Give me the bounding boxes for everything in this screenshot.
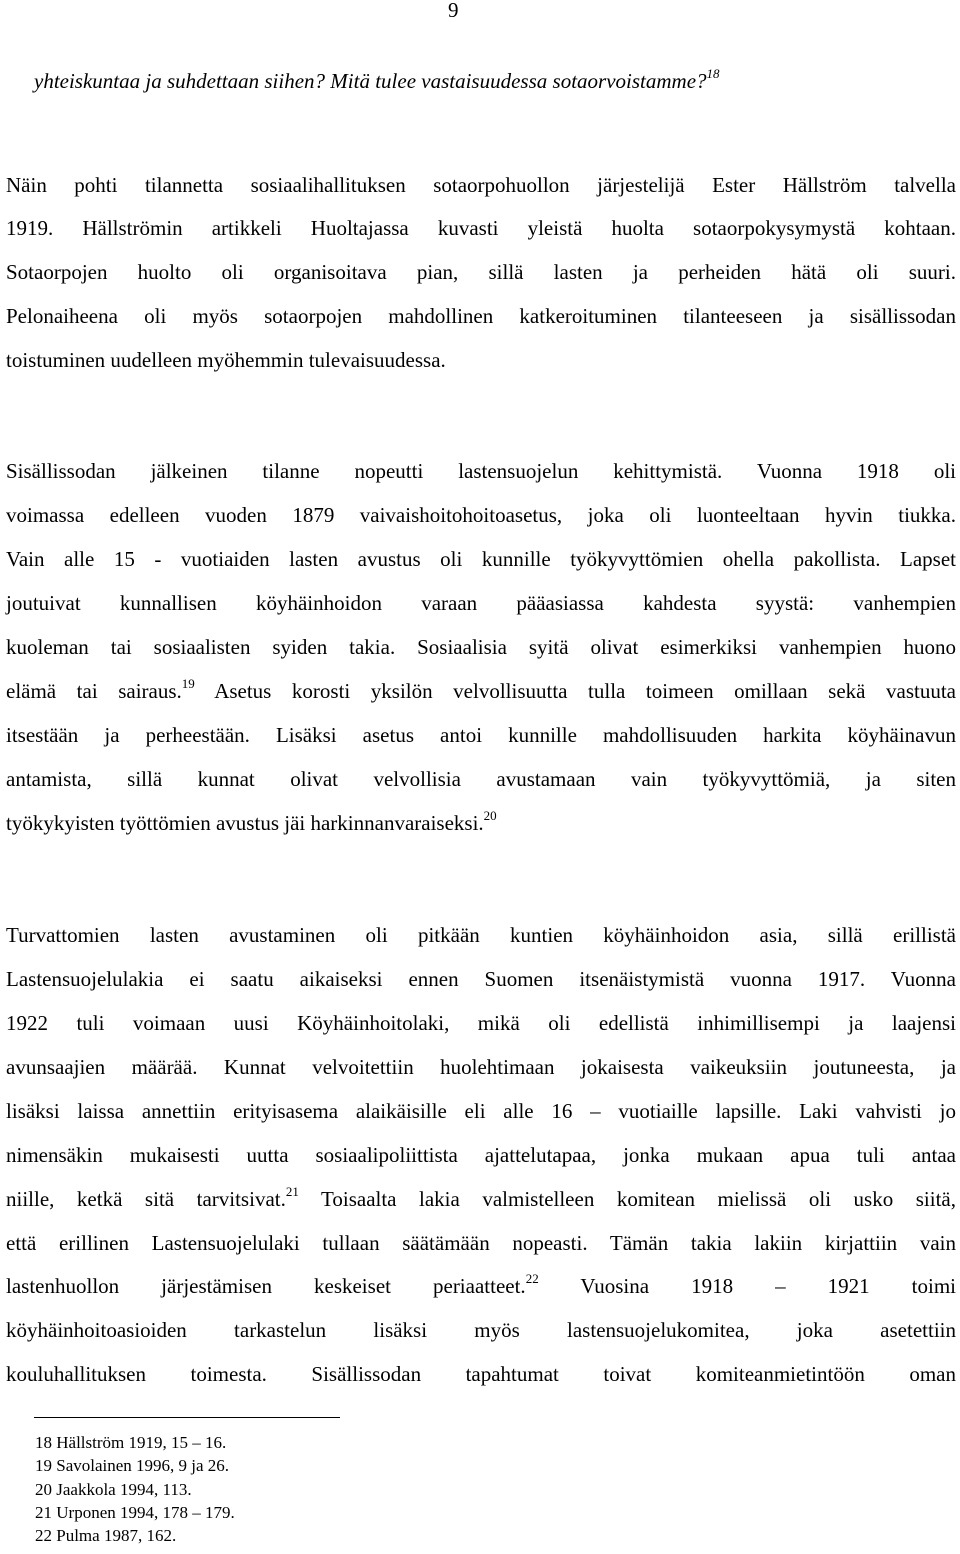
- footnote-22: 22 Pulma 1987, 162.: [35, 1526, 177, 1545]
- page-number: 9: [448, 0, 459, 22]
- p3-line-9: [6, 1273, 956, 1302]
- p1-line-5: toistuminen uudelleen myöhemmin tulevaisuudessa.: [6, 348, 446, 372]
- p1-line-2: 1919. Hällströmin artikkeli Huoltajassa kuvasti yleistä huolta sotaorpokysymystä kohtaan.: [6, 216, 956, 240]
- footnote-ref-19: 19: [181, 676, 195, 691]
- p2-line-3: Vain alle 15 - vuotiaiden lasten avustus oli kunnille työkyvyttömien ohella pakollista. Lapset: [6, 547, 956, 571]
- footnote-separator: [34, 1417, 340, 1418]
- p3-line-10: köyhäinhoitoasioiden tarkastelun lisäksi myös lastensuojelukomitea, joka asetettiin: [6, 1318, 956, 1342]
- footnote-21: 21 Urponen 1994, 178 – 179.: [35, 1503, 235, 1522]
- p2-line-5: kuoleman tai sosiaalisten syiden takia. Sosiaalisia syitä olivat esimerkiksi vanhempien huono: [6, 635, 956, 659]
- p1-line-4: Pelonaiheena oli myös sotaorpojen mahdollinen katkeroituminen tilanteeseen ja sisällissodan: [6, 304, 956, 328]
- p2-line-2: voimassa edelleen vuoden 1879 vaivaishoitohoitoasetus, joka oli luonteeltaan hyvin tiukka.: [6, 503, 956, 527]
- p2-line-9: [6, 810, 956, 839]
- p2-line-6-a: elämä tai sairaus.: [6, 679, 182, 703]
- p3-line-4: avunsaajien määrää. Kunnat velvoitettiin huolehtimaan jokaisesta vaikeuksiin joutuneesta, ja: [6, 1055, 956, 1079]
- p2-line-6: [6, 678, 956, 707]
- p2-line-6-b: Asetus korosti yksilön velvollisuutta tulla toimeen omillaan sekä vastuuta: [194, 679, 957, 703]
- p2-line-7: itsestään ja perheestään. Lisäksi asetus antoi kunnille mahdollisuuden harkita köyhäinavun: [6, 723, 956, 747]
- footnote-18: 18 Hällström 1919, 15 – 16.: [35, 1433, 227, 1452]
- p3-line-9-a: lastenhuollon järjestämisen keskeiset periaatteet.: [6, 1274, 526, 1298]
- intro-quote: [34, 68, 914, 97]
- footnote-ref-20: 20: [483, 808, 497, 823]
- p2-line-1: Sisällissodan jälkeinen tilanne nopeutti lastensuojelun kehittymistä. Vuonna 1918 oli: [6, 459, 956, 483]
- p2-line-9-a: työkykyisten työttömien avustus jäi harkinnanvaraiseksi.: [6, 811, 484, 835]
- p3-line-2: Lastensuojelulakia ei saatu aikaiseksi ennen Suomen itsenäistymistä vuonna 1917. Vuonna: [6, 967, 956, 991]
- p3-line-11: kouluhallituksen toimesta. Sisällissodan tapahtumat toivat komiteanmietintöön oman: [6, 1362, 956, 1386]
- footnote-20: 20 Jaakkola 1994, 113.: [35, 1480, 192, 1499]
- p3-line-9-b: Vuosina 1918 – 1921 toimi: [538, 1274, 956, 1298]
- p3-line-6: nimensäkin mukaisesti uutta sosiaalipoliittista ajattelutapaa, jonka mukaan apua tuli antaa: [6, 1143, 956, 1167]
- p2-line-4: joutuivat kunnallisen köyhäinhoidon varaan pääasiassa kahdesta syystä: vanhempien: [6, 591, 956, 615]
- footnote-ref-18: 18: [706, 66, 720, 81]
- footnote-19: 19 Savolainen 1996, 9 ja 26.: [35, 1456, 230, 1475]
- p1-line-3: Sotaorpojen huolto oli organisoitava pian, sillä lasten ja perheiden hätä oli suuri.: [6, 260, 956, 284]
- p2-line-8: antamista, sillä kunnat olivat velvollisia avustamaan vain työkyvyttömiä, ja siten: [6, 767, 956, 791]
- p3-line-7-b: Toisaalta lakia valmistelleen komitean mielissä oli usko siitä,: [298, 1187, 957, 1211]
- p3-line-5: lisäksi laissa annettiin erityisasema alaikäisille eli alle 16 – vuotiaille lapsille. Laki vahvisti jo: [6, 1099, 956, 1123]
- p1-line-1: Näin pohti tilannetta sosiaalihallituksen sotaorpohuollon järjestelijä Ester Hällström talvella: [6, 173, 956, 197]
- footnote-ref-22: 22: [525, 1271, 539, 1286]
- p3-line-8: että erillinen Lastensuojelulaki tullaan säätämään nopeasti. Tämän takia lakiin kirjattiin vain: [6, 1231, 956, 1255]
- footnote-ref-21: 21: [285, 1184, 299, 1199]
- p3-line-3: 1922 tuli voimaan uusi Köyhäinhoitolaki, mikä oli edellistä inhimillisempi ja laajensi: [6, 1011, 956, 1035]
- p3-line-7-a: niille, ketkä sitä tarvitsivat.: [6, 1187, 286, 1211]
- p3-line-7: [6, 1186, 956, 1215]
- intro-text: yhteiskuntaa ja suhdettaan siihen? Mitä tulee vastaisuudessa sotaorvoistamme?: [34, 69, 707, 93]
- p3-line-1: Turvattomien lasten avustaminen oli pitkään kuntien köyhäinhoidon asia, sillä erillistä: [6, 923, 956, 947]
